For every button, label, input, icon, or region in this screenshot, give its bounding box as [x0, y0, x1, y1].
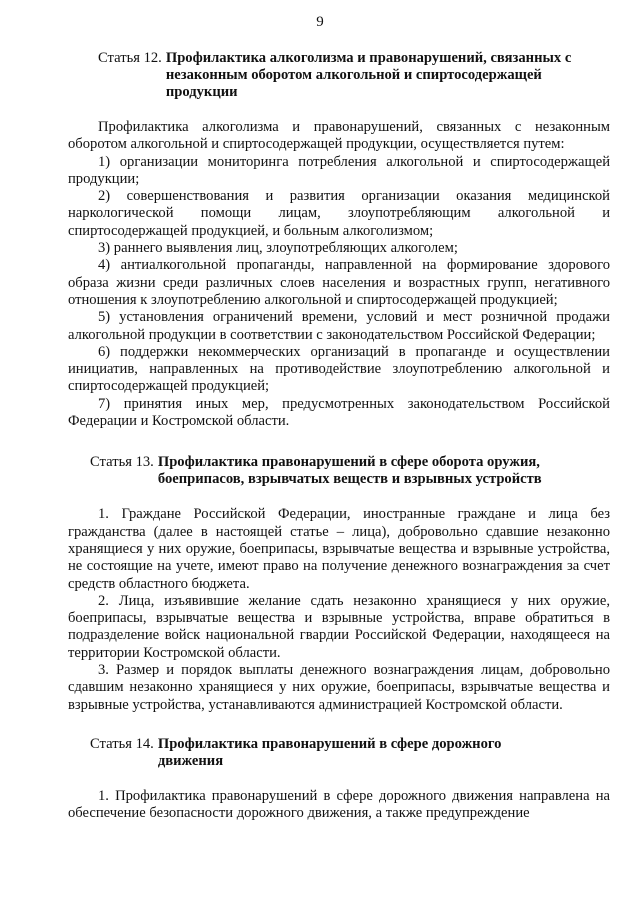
article-14-paragraph-1: 1. Профилактика правонарушений в сфере дорожного движения направлена на обеспечение безопасности дорожного движения, а также предупреждение: [68, 787, 610, 822]
article-12-item-4: 4) антиалкогольной пропаганды, направленной на формирование здорового образа жизни среди различных слоев населения и возрастных групп, негативного отношения к злоупотреблению алкогольной и спиртосодержащей продукцией;: [68, 257, 610, 308]
article-13-paragraph-2: 2. Лица, изъявившие желание сдать незаконно хранящиеся у них оружие, боеприпасы, взрывчатые вещества и взрывные устройства, вправе обратиться в подразделение войск национальной гвардии Российской Федерации, находящееся на территории Костромской области.: [68, 592, 610, 661]
article-12-item-1: 1) организации мониторинга потребления алкогольной и спиртосодержащей продукции;: [68, 153, 610, 187]
article-13-paragraph-1: 1. Граждане Российской Федерации, иностранные граждане и лица без гражданства (далее в настоящей статье – лица), добровольно сдавшие незаконно хранящиеся у них оружие, боеприпасы, взрывчатые вещества и взрывные устройства, не состоящие на учете, имеют право на получение денежного вознаграждения за счет средств областного бюджета.: [68, 506, 610, 592]
article-13-paragraph-3: 3. Размер и порядок выплаты денежного вознаграждения лицам, добровольно сдавшим незаконно хранящиеся у них оружие, боеприпасы, взрывчатые вещества и взрывные устройства, устанавливаются администрацией Костромской области.: [68, 662, 610, 713]
article-12-intro: Профилактика алкоголизма и правонарушений, связанных с незаконным оборотом алкогольной и спиртосодержащей продукции, осуществляется путем:: [68, 119, 610, 153]
article-13-number: Статья 13.: [90, 454, 154, 471]
article-12-item-5: 5) установления ограничений времени, условий и мест розничной продажи алкогольной продукции в соответствии с законодательством Российской Федерации;: [68, 309, 610, 343]
article-12-heading: [98, 50, 610, 101]
article-13-heading: [90, 454, 610, 488]
article-14-title: Профилактика правонарушений в сфере дорожного движения: [157, 735, 502, 769]
article-12-item-3: 3) раннего выявления лиц, злоупотребляющих алкоголем;: [98, 240, 458, 257]
article-14-heading: [90, 736, 610, 770]
article-13-title: Профилактика правонарушений в сфере оборота оружия, боеприпасов, взрывчатых веществ и взрывных устройств: [157, 454, 542, 488]
page-number: 9: [316, 14, 324, 30]
article-12-item-6: 6) поддержки некоммерческих организаций в пропаганде и осуществлении инициатив, направленных на противодействие злоупотреблению алкогольной и спиртосодержащей продукцией;: [68, 343, 610, 395]
article-12-item-2: 2) совершенствования и развития организации оказания медицинской наркологической помощи лицам, злоупотребляющим алкогольной и спиртосодержащей продукцией, и больным алкоголизмом;: [68, 188, 610, 239]
article-14-number: Статья 14.: [90, 735, 154, 752]
article-12-title: Профилактика алкоголизма и правонарушений, связанных с незаконным оборотом алкогольной и спиртосодержащей продукции: [165, 50, 572, 100]
article-12-item-7: 7) принятия иных мер, предусмотренных законодательством Российской Федерации и Костромской области.: [68, 395, 610, 430]
document-body: [68, 50, 610, 823]
article-12-number: Статья 12.: [98, 50, 162, 66]
